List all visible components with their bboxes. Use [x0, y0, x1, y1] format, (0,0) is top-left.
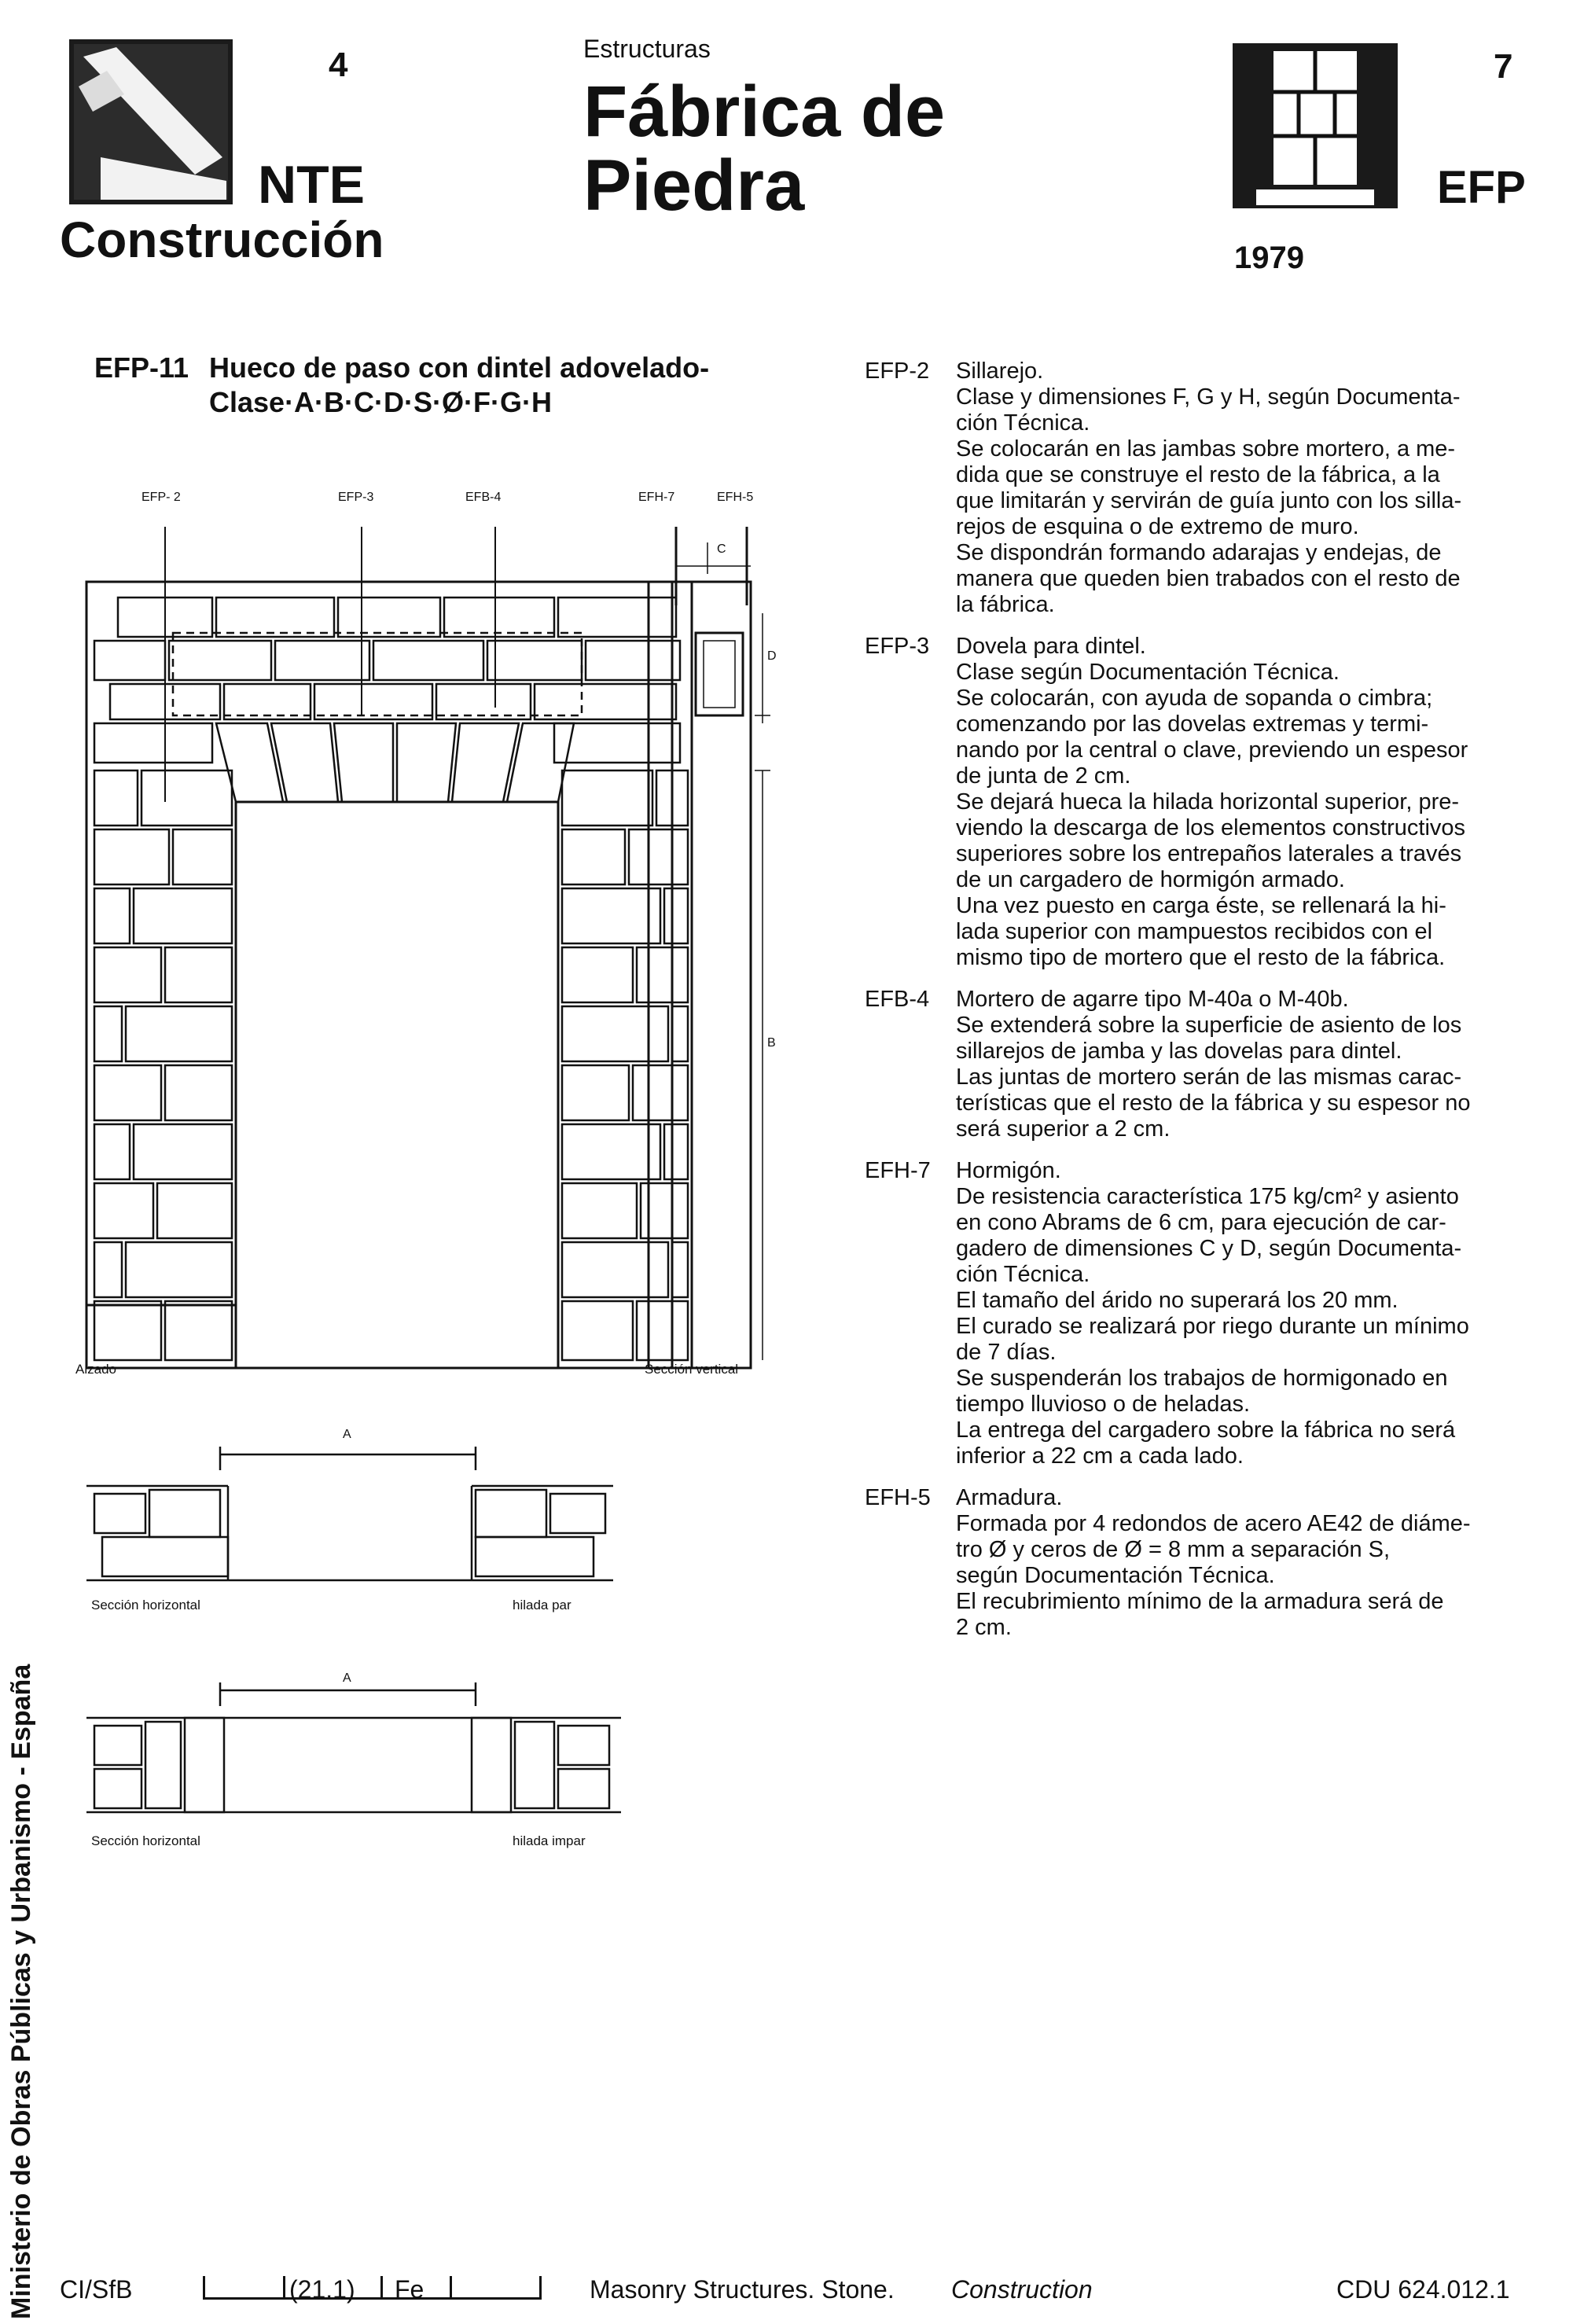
- cisfb-box-tick: [203, 2276, 205, 2300]
- spec-name: Armadura.: [956, 1485, 1063, 1510]
- section-code: EFP-11: [94, 351, 189, 384]
- section-title-line2: Clase·A·B·C·D·S·Ø·F·G·H: [209, 386, 552, 418]
- spec-line: tro Ø y ceros de Ø = 8 mm a separación S,: [956, 1537, 1391, 1562]
- spec-line: dida que se construye el resto de la fábrica, a la: [956, 462, 1440, 487]
- classification-code: (21.1): [289, 2275, 355, 2304]
- caption-alzado: Alzado: [75, 1362, 116, 1377]
- spec-line: rejos de esquina o de extremo de muro.: [956, 514, 1359, 539]
- cisfb-box-line: [203, 2297, 541, 2300]
- spec-line: de junta de 2 cm.: [956, 763, 1131, 789]
- spec-line: ción Técnica.: [956, 1262, 1090, 1287]
- ministry-side-text: Ministerio de Obras Públicas y Urbanismo - España: [6, 1664, 36, 2319]
- spec-line: lada superior con mampuestos recibidos con el: [956, 919, 1433, 944]
- cdu-code: CDU 624.012.1: [1336, 2275, 1510, 2304]
- series-number: 4: [329, 46, 348, 84]
- spec-line: viendo la descarga de los elementos constructivos: [956, 815, 1466, 840]
- spec-line: Clase y dimensiones F, G y H, según Documenta-: [956, 384, 1461, 410]
- cisfb-label: CI/SfB: [60, 2275, 133, 2304]
- sheet-number: 7: [1494, 47, 1513, 86]
- vertical-section-drawing: [637, 487, 794, 1376]
- spec-line: en cono Abrams de 6 cm, para ejecución de car-: [956, 1210, 1446, 1235]
- label-efb4: EFB-4: [465, 491, 502, 504]
- spec-line: según Documentación Técnica.: [956, 1563, 1275, 1588]
- caption-hilada-par: hilada par: [513, 1598, 571, 1612]
- spec-name: Sillarejo.: [956, 359, 1044, 384]
- label-efp3: EFP-3: [338, 491, 374, 504]
- spec-code: EFP-2: [865, 359, 930, 384]
- spec-line: Se colocarán en las jambas sobre mortero, a me-: [956, 436, 1456, 461]
- spec-item-efp3: [865, 634, 1525, 971]
- spec-item-efh5: [865, 1485, 1525, 1641]
- stone-wall-icon: [1233, 43, 1398, 208]
- section-title-line1: Hueco de paso con dintel adovelado-: [209, 351, 710, 384]
- spec-line: Clase según Documentación Técnica.: [956, 660, 1340, 685]
- label-efh5: EFH-5: [717, 491, 754, 504]
- label-a-even: A: [343, 1428, 351, 1441]
- spec-line: De resistencia característica 175 kg/cm² y asiento: [956, 1184, 1459, 1209]
- material-code: Fe: [395, 2275, 424, 2304]
- label-c: C: [717, 542, 726, 556]
- spec-line: El tamaño del árido no superará los 20 mm.: [956, 1288, 1398, 1313]
- spec-line: superiores sobre los entrepaños laterales a través: [956, 841, 1462, 866]
- caption-seccion-vertical: Sección vertical: [645, 1362, 739, 1377]
- spec-code: EFB-4: [865, 987, 930, 1012]
- spec-name: Hormigón.: [956, 1158, 1061, 1183]
- cisfb-box-tick: [380, 2276, 383, 2300]
- year: 1979: [1234, 241, 1304, 275]
- spec-line: Formada por 4 redondos de acero AE42 de diáme-: [956, 1511, 1471, 1536]
- label-a-odd: A: [343, 1671, 351, 1685]
- caption-hilada-impar: hilada impar: [513, 1833, 586, 1848]
- spec-line: gadero de dimensiones C y D, según Documenta-: [956, 1236, 1462, 1261]
- spec-line: que limitarán y servirán de guía junto con los silla-: [956, 488, 1462, 513]
- spec-line: inferior a 22 cm a cada lado.: [956, 1443, 1244, 1469]
- spec-item-efb4: [865, 987, 1525, 1142]
- spec-code: EFH-7: [865, 1158, 931, 1183]
- label-efh7: EFH-7: [638, 491, 675, 504]
- spec-name: Dovela para dintel.: [956, 634, 1146, 659]
- nte-logo: [69, 39, 233, 204]
- spec-line: Las juntas de mortero serán de las mismas carac-: [956, 1065, 1462, 1090]
- spec-item-efh7: [865, 1158, 1525, 1469]
- spec-line: Una vez puesto en carga éste, se rellenará la hi-: [956, 893, 1446, 918]
- spec-line: 2 cm.: [956, 1615, 1012, 1640]
- spec-code: EFH-5: [865, 1485, 931, 1510]
- cisfb-box-tick: [539, 2276, 542, 2300]
- label-efp2: EFP- 2: [141, 491, 181, 504]
- spec-code: EFP-3: [865, 634, 930, 659]
- spec-line: El curado se realizará por riego durante un mínimo: [956, 1314, 1469, 1339]
- label-d: D: [767, 649, 777, 663]
- spec-item-efp2: [865, 359, 1525, 618]
- label-b: B: [767, 1036, 776, 1050]
- caption-seccion-horizontal-impar: Sección horizontal: [91, 1833, 200, 1848]
- page-title-line1: Fábrica de: [583, 72, 946, 152]
- spec-line: Se extenderá sobre la superficie de asiento de los: [956, 1013, 1462, 1038]
- spec-line: la fábrica.: [956, 592, 1055, 617]
- spec-line: terísticas que el resto de la fábrica y su espesor no: [956, 1090, 1471, 1116]
- spec-line: Se dejará hueca la hilada horizontal superior, pre-: [956, 789, 1460, 815]
- spec-line: será superior a 2 cm.: [956, 1116, 1171, 1142]
- spec-line: de 7 días.: [956, 1340, 1057, 1365]
- spec-line: La entrega del cargadero sobre la fábrica no será: [956, 1418, 1456, 1443]
- english-title-italic: Construction: [951, 2275, 1093, 2304]
- spec-line: Se suspenderán los trabajos de hormigonado en: [956, 1366, 1448, 1391]
- cisfb-box-tick: [450, 2276, 452, 2300]
- category-label: Estructuras: [583, 35, 711, 63]
- english-title: Masonry Structures. Stone.: [590, 2275, 895, 2304]
- spec-line: tiempo lluvioso o de heladas.: [956, 1392, 1251, 1417]
- horizontal-section-even-drawing: [79, 1439, 629, 1604]
- horizontal-section-odd-drawing: [79, 1675, 629, 1832]
- spec-line: mismo tipo de mortero que el resto de la fábrica.: [956, 945, 1446, 970]
- spec-line: ción Técnica.: [956, 410, 1090, 436]
- construccion-label: Construcción: [60, 211, 384, 268]
- cisfb-box-tick: [283, 2276, 285, 2300]
- spec-line: sillarejos de jamba y las dovelas para dintel.: [956, 1039, 1402, 1064]
- spec-list: [865, 359, 1525, 1657]
- spec-line: nando por la central o clave, previendo un espesor: [956, 737, 1468, 763]
- spec-line: Se colocarán, con ayuda de sopanda o cimbra;: [956, 686, 1433, 711]
- spec-line: de un cargadero de hormigón armado.: [956, 867, 1345, 892]
- spec-line: El recubrimiento mínimo de la armadura será de: [956, 1589, 1444, 1614]
- trowel-icon: [69, 39, 233, 204]
- spec-line: Se dispondrán formando adarajas y endejas, de: [956, 540, 1442, 565]
- spec-line: manera que queden bien trabados con el resto de: [956, 566, 1461, 591]
- spec-name: Mortero de agarre tipo M-40a o M-40b.: [956, 987, 1349, 1012]
- sheet-code: EFP: [1437, 162, 1526, 213]
- spec-line: comenzando por las dovelas extremas y termi-: [956, 712, 1429, 737]
- caption-seccion-horizontal-par: Sección horizontal: [91, 1598, 200, 1612]
- efp-logo: [1233, 43, 1398, 208]
- page-title-line2: Piedra: [583, 145, 805, 226]
- nte-label: NTE: [258, 155, 365, 215]
